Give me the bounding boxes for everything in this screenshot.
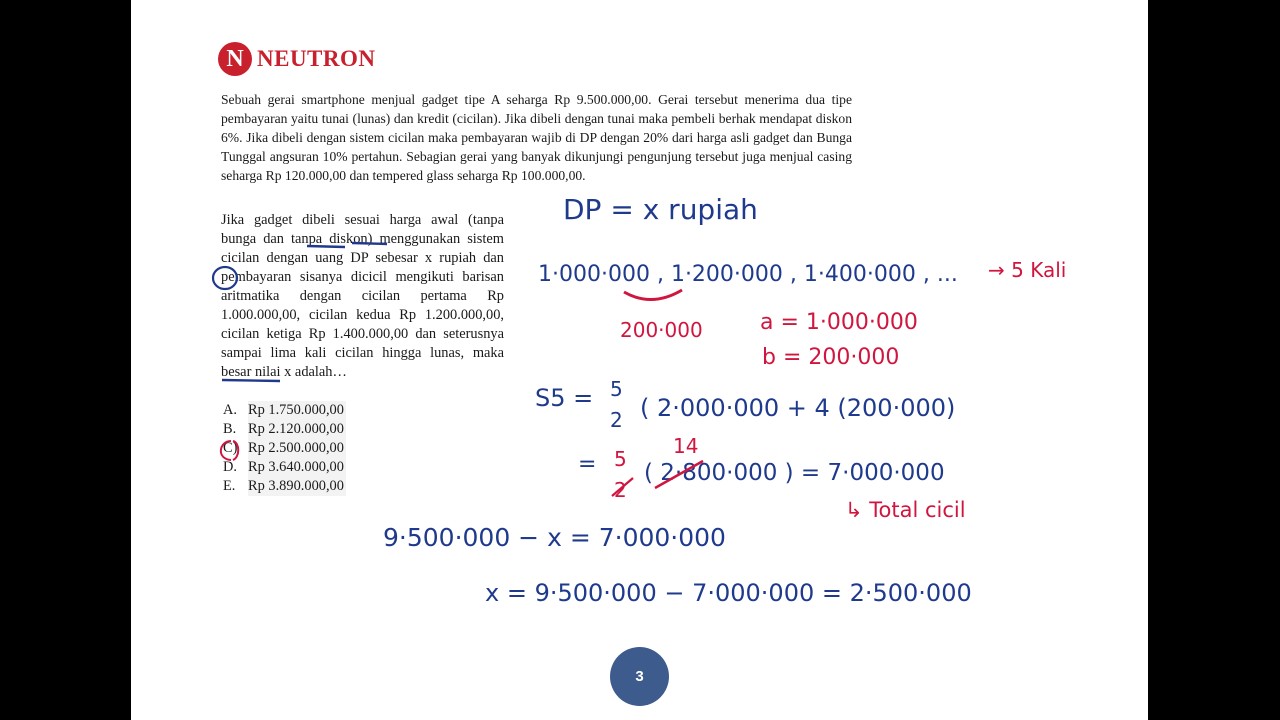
brand-name: NEUTRON bbox=[257, 46, 376, 71]
page-number-badge: 3 bbox=[610, 647, 669, 706]
note-s5-label: S5 = bbox=[535, 384, 594, 412]
question-text: Jika gadget dibeli sesuai harga awal (tanpa bunga dan tanpa diskon) menggunakan sistem cicilan dengan uang DP sebesar x rupiah dan pembayaran sisanya dicicil mengikuti barisan aritmatika dengan cicilan pertama Rp 1.000.000,00, cicilan kedua Rp 1.200.000,00, cicilan ketiga Rp 1.400.000,00 dan seterusnya sampai lima kali cicilan hingga lunas, maka besar nilai x adalah… bbox=[221, 212, 504, 380]
option-value: Rp 3.640.000,00 bbox=[248, 459, 344, 475]
option-e bbox=[223, 477, 346, 496]
neutron-logo-icon: N bbox=[218, 42, 252, 76]
note-b: b = 200·000 bbox=[762, 345, 900, 370]
option-letter: C) bbox=[223, 440, 238, 456]
option-value: Rp 2.120.000,00 bbox=[248, 421, 344, 437]
option-letter: B. bbox=[223, 421, 237, 437]
option-b bbox=[223, 420, 346, 439]
option-a bbox=[223, 401, 346, 420]
note-line3: 9·500·000 − x = 7·000·000 bbox=[383, 523, 726, 552]
problem-paragraph: Sebuah gerai smartphone menjual gadget tipe A seharga Rp 9.500.000,00. Gerai tersebut menerima dua tipe pembayaran yaitu tunai (lunas) dan kredit (cicilan). Jika dibeli dengan tunai maka pembeli berhak mendapat diskon 6%. Jika dibeli dengan sistem cicilan maka pembayaran wajib di DP dengan 20% dari harga asli gadget dan Bunga Tunggal angsuran 10% pertahun. Sebagian gerai yang banyak dikunjungi pengunjung tersebut juga menjual casing seharga Rp 120.000,00 dan tempered glass seharga Rp 100.000,00. bbox=[221, 92, 852, 183]
option-letter: E. bbox=[223, 478, 236, 494]
note-step2-expr: ( 2·800·000 ) = 7·000·000 bbox=[644, 460, 945, 486]
option-value: Rp 2.500.000,00 bbox=[248, 440, 344, 456]
option-d bbox=[223, 458, 346, 477]
note-step2-frac-num: 5 bbox=[614, 447, 627, 471]
note-s5-frac-num: 5 bbox=[610, 377, 623, 401]
brand-logo bbox=[218, 42, 376, 76]
note-dp: DP = x rupiah bbox=[563, 193, 758, 226]
option-c bbox=[223, 439, 346, 458]
answer-options bbox=[223, 401, 346, 496]
option-value: Rp 1.750.000,00 bbox=[248, 402, 344, 418]
note-total-cicil: ↳ Total cicil bbox=[845, 498, 966, 522]
note-step2-14: 14 bbox=[673, 434, 699, 458]
note-line4: x = 9·500·000 − 7·000·000 = 2·500·000 bbox=[485, 579, 972, 607]
option-letter: D. bbox=[223, 459, 237, 475]
note-s5-expr: ( 2·000·000 + 4 (200·000) bbox=[640, 394, 956, 422]
option-letter: A. bbox=[223, 402, 237, 418]
note-difference: 200·000 bbox=[620, 318, 703, 342]
note-sequence: 1·000·000 , 1·200·000 , 1·400·000 , ... bbox=[538, 262, 958, 287]
note-s5-frac-den: 2 bbox=[610, 408, 623, 432]
note-times: → 5 Kali bbox=[988, 258, 1067, 282]
option-value: Rp 3.890.000,00 bbox=[248, 478, 344, 494]
note-a: a = 1·000·000 bbox=[760, 310, 918, 335]
note-step2-eq: = bbox=[578, 452, 597, 477]
note-step2-frac-den: 2 bbox=[614, 478, 627, 502]
